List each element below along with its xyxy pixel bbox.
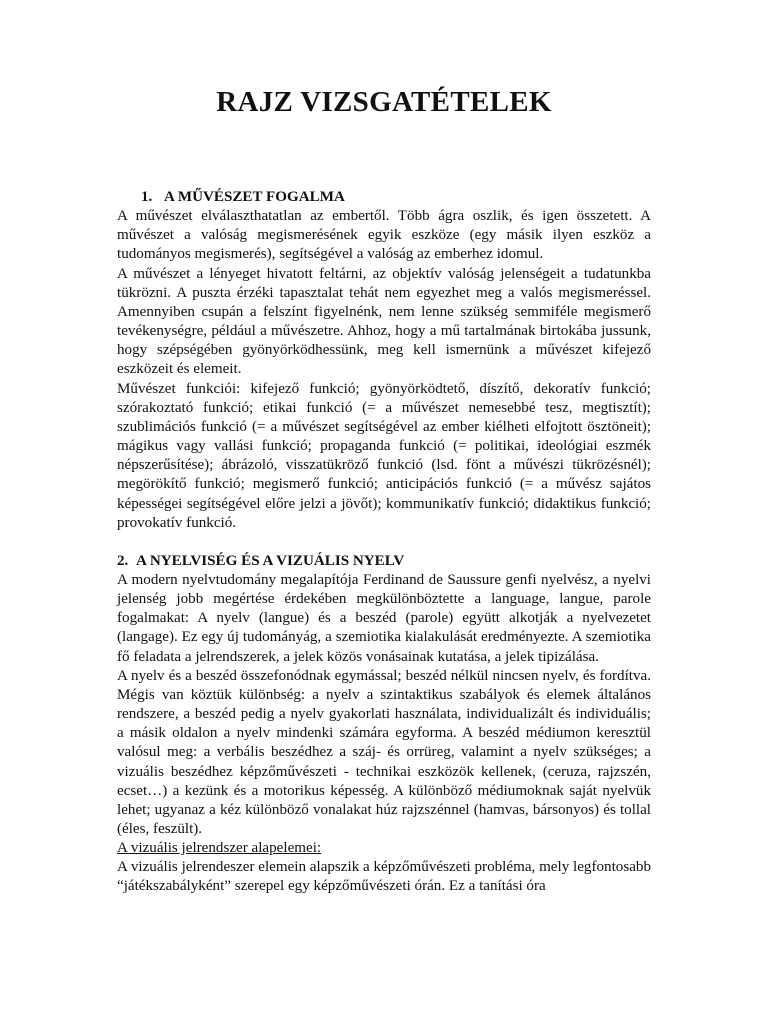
subheading: A vizuális jelrendszer alapelemei:: [117, 840, 322, 857]
spacer: [117, 533, 651, 552]
paragraph: A nyelv és a beszéd összefonódnak egymással; beszéd nélkül nincsen nyelv, és fordítva. Mégis van köztük különbség: a nyelv a szintaktikus szabályok és elemek általános rendszere, a beszéd pedig a nyelv gyakorlati használata, individualizált és individuális; a másik oldalon a nyelv mindenki számára egyforma. A beszéd médiumon keresztül valósul meg: a verbális beszédhez a száj- és orrüreg, valamint a nyelv szükséges; a vizuális beszédhez képzőművészeti - technikai eszközök kellenek, (ceruza, rajzszén, ecset…) a kezünk és a motorikus képesség. A különböző médiumoknak saját nyelvük lehet; ugyanaz a kéz különböző vonalakat húz rajzszénnel (hamvas, bársonyos) és tollal (éles, feszült).: [117, 667, 651, 837]
section-2-number: 2.: [117, 552, 129, 569]
page-title: RAJZ VIZSGATÉTELEK: [216, 86, 552, 118]
document-body: [117, 188, 651, 897]
paragraph: A modern nyelvtudomány megalapítója Ferdinand de Saussure genfi nyelvész, a nyelvi jelenség jobb megértése érdekében megkülönböztette a language, langue, parole fogalmakat: A nyelv (langue) és a beszéd (parole) együtt alkotják a nyelvezetet (langage). Ez egy új tudományág, a szemiotika kialakulását eredményezte. A szemiotika fő feladata a jelrendszerek, a jelek közös vonásainak kutatása, a jelek tipizálása.: [117, 571, 651, 665]
paragraph: A vizuális jelrendeszer elemein alapszik a képzőművészeti probléma, mely legfontosabb “játékszabályként” szerepel egy képzőművészeti órán. Ez a tanítási óra: [117, 859, 651, 895]
section-1-title: A MŰVÉSZET FOGALMA: [164, 189, 345, 205]
paragraph: A művészet a lényeget hivatott feltárni, az objektív valóság jelenségeit a tudatunkba tükrözni. A puszta érzéki tapasztalat tehát nem egyezhet meg a valós megismeréssel. Amennyiben csupán a felszínt figyelnénk, nem lenne szükség semmiféle megismerő tevékenységre, például a művészetre. Ahhoz, hogy a mű tartalmának birtokába jussunk, hogy szépségében gyönyörködhessünk, meg kell ismernünk a művészet kifejező eszközeit és elemeit.: [117, 265, 651, 378]
section-1-number: 1.: [141, 189, 153, 205]
section-2-heading: [117, 552, 651, 571]
paragraph: A művészet elválaszthatatlan az embertől. Több ágra oszlik, és igen összetett. A művészet a valóság megismerésének egyik eszköze (egy másik ilyen eszköz a tudományos megismerés), segítségével a valóság az emberhez idomul.: [117, 208, 651, 263]
section-2-title: A NYELVISÉG ÉS A VIZUÁLIS NYELV: [136, 552, 405, 569]
section-1-heading: [117, 188, 651, 207]
paragraph: Művészet funkciói: kifejező funkció; gyönyörködtető, díszítő, dekoratív funkció; szórakoztató funkció; etikai funkció (= a művészet nemesebbé tesz, megtisztít); szublimációs funkció (= a művészet segítségével az ember kiélheti elfojtott ösztöneit); mágikus vagy vallási funkció; propaganda funkció (= politikai, ideológiai eszmék népszerűsítése); ábrázoló, visszatükröző funkció (lsd. fönt a művészi tükrözésnél); megörökítő funkció; megismerő funkció; anticipációs funkció (= a művész sajátos képességei segítségével előre jelzi a jövőt); kommunikatív funkció; didaktikus funkció; provokatív funkció.: [117, 380, 651, 531]
